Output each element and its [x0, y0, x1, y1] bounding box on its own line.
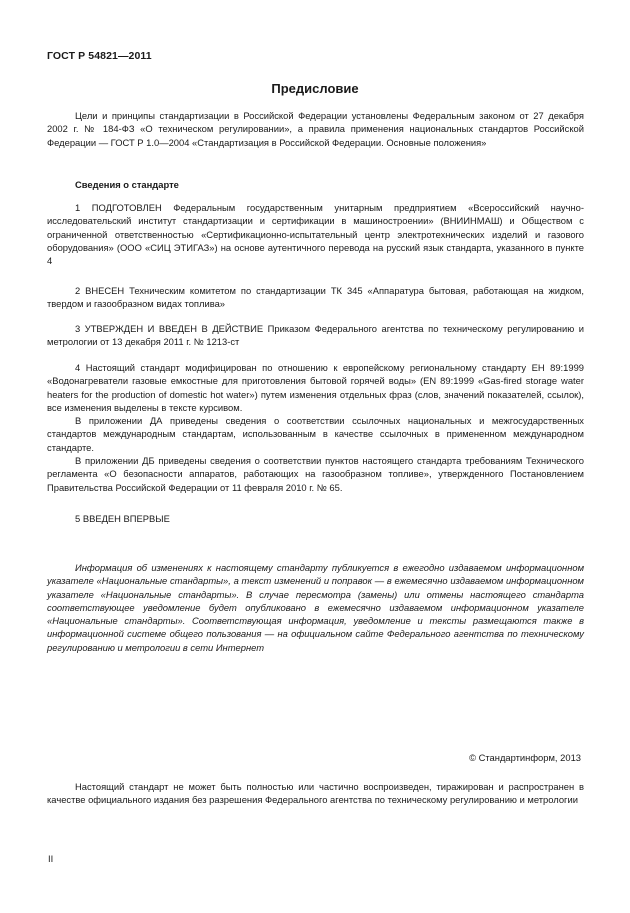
section-heading: Сведения о стандарте	[75, 179, 179, 190]
page-title: Предисловие	[271, 81, 359, 96]
item-2-section	[47, 284, 584, 311]
notice-paragraph: Информация об изменениях к настоящему стандарту публикуется в ежегодно издаваемом информационном указателе «Национальные стандарты», а текст изменений и поправок — в ежемесячно издаваемом информационном указателе «Национальные стандарты». В случае пересмотра (замены) или отмены настоящего стандарта соответствующее уведомление будет опубликовано в ежемесячно издаваемом информационном указателе «Национальные стандарты». Соответствующая информация, уведомление и тексты размещаются также в информационной системе общего пользования — на официальном сайте Федерального агентства по техническому регулированию и метрологии в сети Интернет	[47, 562, 584, 653]
item-4-section	[47, 361, 584, 494]
item-2-paragraph: 2 ВНЕСЕН Техническим комитетом по стандартизации ТК 345 «Аппаратура бытовая, работающая на жидком, твердом и газообразном видах топлива»	[47, 285, 584, 310]
item-3-paragraph: 3 УТВЕРЖДЕН И ВВЕДЕН В ДЕЙСТВИЕ Приказом Федерального агентства по техническому регулированию и метрологии от 13 декабря 2011 г. № 1213-ст	[47, 323, 584, 348]
document-code: ГОСТ Р 54821—2011	[47, 50, 152, 62]
notice-section	[47, 561, 584, 654]
item-3-section	[47, 322, 584, 349]
reproduction-paragraph: Настоящий стандарт не может быть полностью или частично воспроизведен, тиражирован и распространен в качестве официального издания без разрешения Федерального агентства по техническому регулированию и метрологии	[47, 781, 584, 806]
item-4-paragraph: 4 Настоящий стандарт модифицирован по отношению к европейскому региональному стандарту ЕН 89:1999 «Водонагреватели газовые емкостные для приготовления бытовой горячей воды» (EN 89:1999 «Gas-fired storage water heaters for the production of domestic hot water») путем изменения отдельных фраз (слов, значений показателей, ссылок), все изменения выделены в тексте курсивом.	[47, 362, 584, 413]
item-5-paragraph: 5 ВВЕДЕН ВПЕРВЫЕ	[75, 513, 170, 524]
intro-paragraph: Цели и принципы стандартизации в Российской Федерации установлены Федеральным законом от 27 декабря 2002 г. № 184-ФЗ «О техническом регулировании», а правила применения национальных стандартов Российской Федерации — ГОСТ Р 1.0—2004 «Стандартизация в Российской Федерации. Основные положения»	[47, 110, 584, 148]
page-number: II	[48, 853, 54, 864]
annex-db-paragraph: В приложении ДБ приведены сведения о соответствии пунктов настоящего стандарта требованиям Технического регламента «О безопасности аппаратов, работающих на газообразном топливе», утвержденного Постановлением Правительства Российской Федерации от 11 февраля 2010 г. № 65.	[47, 455, 584, 493]
annex-da-paragraph: В приложении ДА приведены сведения о соответствии ссылочных национальных и межгосударственных стандартов международным стандартам, использованным в качестве ссылочных в примененном международном стандарте.	[47, 415, 584, 453]
intro-section	[47, 109, 584, 149]
item-5-section	[47, 512, 584, 525]
copyright: © Стандартинформ, 2013	[469, 752, 581, 763]
item-1-section	[47, 201, 584, 267]
info-heading-section	[47, 178, 584, 191]
reproduction-section	[47, 780, 584, 807]
item-1-paragraph: 1 ПОДГОТОВЛЕН Федеральным государственным унитарным предприятием «Всероссийский научно-исследовательский институт стандартизации и сертификации в машиностроении» (ВНИИНМАШ) и Обществом с ограниченной ответственностью «Сертификационно-испытательный центр электротехнических изделий и газового оборудования» (ООО «СИЦ ЭТИГАЗ») на основе аутентичного перевода на русский язык стандарта, указанного в пункте 4	[47, 202, 584, 267]
